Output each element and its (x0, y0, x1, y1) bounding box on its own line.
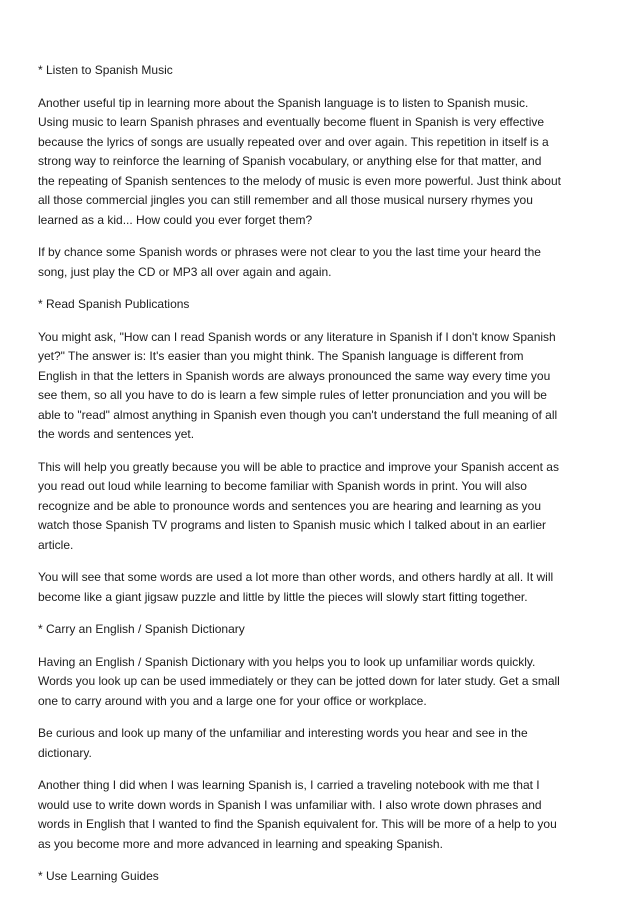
section-heading-listen-music: * Listen to Spanish Music (38, 63, 173, 77)
paragraph-practice-accent: This will help you greatly because you will be able to practice and improve your Spanish accent as you read out loud while learning to become familiar with Spanish words in print. You will also recognize and be able to pronounce words and sentences you are hearing and learning as you watch those Spanish TV programs and listen to Spanish music which I talked about in an earlier article. (38, 459, 559, 552)
document-page (38, 61, 602, 900)
section-heading-read-publications: * Read Spanish Publications (38, 297, 190, 311)
paragraph-music-tip: Another useful tip in learning more about the Spanish language is to listen to Spanish music. Using music to learn Spanish phrases and eventually become fluent in Spanish is very effective because the lyrics of songs are usually repeated over and over again. This repetition in itself is a strong way to reinforce the learning of Spanish vocabulary, or anything else for that matter, and the repeating of Spanish sentences to the melody of music is even more powerful. Just think about all those commercial jingles you can still remember and all those musical nursery rhymes you learned as a kid... How could you ever forget them? (38, 95, 561, 227)
paragraph-be-curious: Be curious and look up many of the unfamiliar and interesting words you hear and see in the dictionary. (38, 726, 528, 760)
paragraph-read-spanish: You might ask, "How can I read Spanish words or any literature in Spanish if I don't know Spanish yet?" The answer is: It's easier than you might think. The Spanish language is different from English in that the letters in Spanish words are always pronounced the same way every time you see them, so all you have to do is learn a few simple rules of letter pronunciation and you will be able to "read" almost anything in Spanish even though you can't understand the full meaning of all the words and sentences yet. (38, 329, 558, 441)
section-heading-dictionary: * Carry an English / Spanish Dictionary (38, 622, 245, 636)
paragraph-replay-song: If by chance some Spanish words or phrases were not clear to you the last time your heard the song, just play the CD or MP3 all over again and again. (38, 245, 541, 279)
paragraph-jigsaw: You will see that some words are used a lot more than other words, and others hardly at all. It will become like a giant jigsaw puzzle and little by little the pieces will slowly start fitting together. (38, 570, 554, 604)
paragraph-dictionary-help: Having an English / Spanish Dictionary with you helps you to look up unfamiliar words quickly. Words you look up can be used immediately or they can be jotted down for later study. Get a small one to carry around with you and a large one for your office or workplace. (38, 654, 560, 708)
paragraph-notebook: Another thing I did when I was learning Spanish is, I carried a traveling notebook with me that I would use to write down words in Spanish I was unfamiliar with. I also wrote down phrases and words in English that I wanted to find the Spanish equivalent for. This will be more of a help to you as you become more and more advanced in learning and speaking Spanish. (38, 778, 557, 851)
section-heading-learning-guides: * Use Learning Guides (38, 869, 159, 883)
